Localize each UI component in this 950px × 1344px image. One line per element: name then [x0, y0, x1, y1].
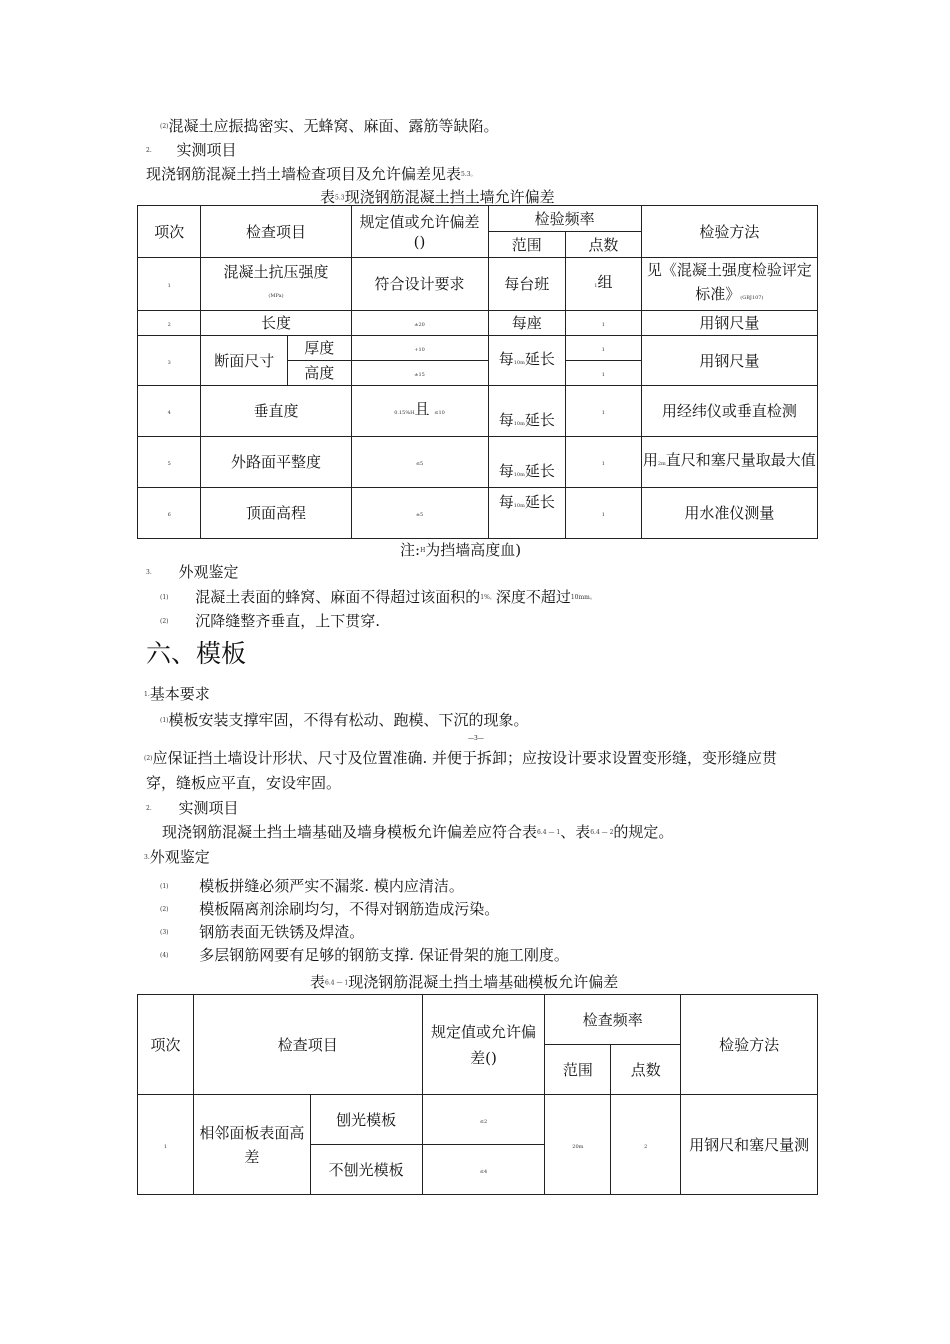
points-unit: 组 — [597, 273, 613, 291]
table-row — [138, 258, 818, 311]
appearance-item-4 — [160, 945, 569, 966]
method-mark: 2m — [657, 461, 666, 467]
cell-value: ±20 — [414, 322, 425, 328]
item-text: 模板隔离剂涂刷均匀，不得对钢筋造成污染。 — [199, 900, 500, 918]
cell-item: 断面尺寸 — [201, 336, 288, 386]
paragraph-post: 的规定。 — [613, 823, 674, 841]
heading-text: 实测项目 — [178, 799, 239, 817]
range-mark: 10m — [513, 359, 525, 366]
cell-method: 用钢尺量 — [641, 311, 817, 336]
cell-value — [351, 386, 488, 437]
table1-caption — [320, 186, 555, 207]
range-pre: 每 — [498, 349, 514, 368]
cell-item: 垂直度 — [201, 386, 351, 437]
row-idx: 5 — [167, 461, 171, 467]
cell-range: 20m — [572, 1143, 584, 1150]
paragraph-intro — [146, 164, 477, 185]
range-mark: 10m — [513, 503, 525, 509]
value-pre: 0.15%H — [394, 410, 415, 416]
caption-ref: 5.3 — [335, 194, 345, 202]
list-marker: (1) — [160, 883, 169, 890]
caption-prefix: 表 — [320, 188, 336, 206]
cell-points: 1 — [601, 347, 605, 353]
method-ref: (GBJ107) — [740, 295, 764, 301]
item-text: 相邻面板表面高差 — [199, 1123, 305, 1166]
cell-item: 顶面高程 — [201, 488, 351, 539]
list-marker: 2. — [146, 805, 152, 812]
header-value — [422, 995, 545, 1095]
item-value-end: 10mm。 — [570, 594, 596, 601]
appearance-item-2 — [160, 899, 499, 920]
range-post: 延长 — [524, 411, 555, 429]
table-row — [138, 1095, 818, 1145]
item-text: 钢筋表面无铁锈及焊渣。 — [199, 923, 365, 941]
cell-subitem: 刨光模板 — [310, 1095, 422, 1145]
range-pre: 每 — [498, 462, 514, 480]
header-value-text: 规定值或允许偏差() — [430, 1022, 536, 1067]
header-idx: 项次 — [138, 206, 201, 258]
appearance-item-1 — [160, 876, 464, 897]
caption-prefix: 表 — [310, 973, 326, 991]
header-points: 点数 — [611, 1045, 681, 1095]
value-text: 且 — [414, 400, 430, 418]
list-marker: 1. — [144, 691, 150, 698]
cell-method — [641, 437, 817, 488]
heading-text: 外观鉴定 — [178, 563, 239, 581]
cell-item — [201, 258, 351, 311]
heading-basic — [144, 684, 210, 705]
heading-appearance — [146, 562, 239, 583]
range-mark: 10m — [513, 421, 525, 427]
cell-subitem: 厚度 — [288, 336, 351, 361]
note-mark: H — [420, 547, 426, 554]
range-mark: 10m — [513, 472, 525, 478]
header-range: 范围 — [488, 232, 566, 258]
heading-text: 外观鉴定 — [149, 848, 210, 866]
item-text: 应保证挡土墙设计形状、尺寸及位置准确. 并便于拆卸；应按设计要求设置变形缝，变形缝应贯 — [152, 749, 778, 767]
table1 — [137, 205, 818, 539]
item-text-post: 深度不超过 — [495, 588, 571, 606]
appearance-item-2 — [160, 611, 380, 632]
list-marker: (1) — [160, 717, 169, 724]
cell-points: 1 — [601, 461, 605, 467]
header-range: 范围 — [545, 1045, 611, 1095]
list-marker: (2) — [160, 618, 169, 625]
appearance-item-3 — [160, 922, 364, 943]
table-row — [138, 336, 818, 361]
item-text: 模板拼缝必须严实不漏浆. 模内应清洁。 — [199, 877, 464, 895]
header-value-text: 规定值或允许偏差 — [359, 212, 480, 231]
header-freq: 检查频率 — [545, 995, 681, 1045]
measured-paragraph — [162, 822, 673, 843]
row-idx: 1 — [167, 283, 171, 289]
cell-value: ≤4 — [479, 1168, 488, 1175]
item-text: 沉降缝整齐垂直，上下贯穿. — [195, 612, 381, 630]
cell-item: 长度 — [201, 311, 351, 336]
caption-text: 现浇钢筋混凝土挡土墙允许偏差 — [344, 188, 555, 206]
note-text: 为挡墙高度血) — [425, 541, 522, 559]
header-method: 检验方法 — [681, 995, 818, 1095]
cell-item — [193, 1095, 310, 1195]
appearance-item-1 — [160, 587, 596, 608]
cell-value: ±5 — [415, 512, 424, 518]
table2-caption — [310, 971, 618, 992]
table-row — [138, 488, 818, 539]
item-text: 多层钢筋网要有足够的钢筋支撑. 保证骨架的施工刚度。 — [199, 946, 569, 964]
list-marker: 3. — [144, 854, 150, 861]
cell-points: 2 — [644, 1143, 648, 1150]
range-post: 延长 — [524, 349, 555, 368]
header-freq: 检验频率 — [488, 206, 641, 232]
header-method: 检验方法 — [641, 206, 817, 258]
method-text: 见《混凝土强度检验评定标准》 — [646, 261, 812, 303]
table-row — [138, 386, 818, 437]
cell-range: 每座 — [488, 311, 566, 336]
cell-value: ±15 — [414, 372, 425, 378]
paragraph-concrete — [160, 116, 499, 137]
range-pre: 每 — [498, 493, 514, 511]
table2 — [137, 994, 818, 1195]
heading-appearance — [144, 847, 210, 868]
method-text: 直尺和塞尺量取最大值 — [665, 451, 816, 469]
paragraph-text: 现浇钢筋混凝土挡土墙基础及墙身模板允许偏差应符合表 — [162, 823, 538, 841]
table-ref: 6.4 — 2 — [590, 829, 614, 836]
list-marker: 3. — [146, 569, 152, 576]
heading-text: 基本要求 — [149, 685, 210, 703]
heading-measured — [146, 798, 239, 819]
page-mark: —3— — [468, 735, 484, 742]
item-text: 混凝土抗压强度 — [223, 263, 329, 281]
cell-range — [488, 386, 566, 437]
basic-item-1 — [160, 710, 529, 731]
list-marker: (1) — [160, 594, 169, 601]
heading-measured-items — [146, 140, 237, 161]
cell-method: 用钢尺和塞尺量测 — [681, 1095, 818, 1195]
cell-range — [488, 336, 566, 386]
cell-method: 用钢尺量 — [641, 336, 817, 386]
range-post: 延长 — [524, 462, 555, 480]
value-post: ≤10 — [434, 410, 445, 416]
cell-points: 1 — [601, 512, 605, 518]
header-item: 检查项目 — [193, 995, 422, 1095]
cell-value: +10 — [414, 347, 425, 353]
table-row — [138, 437, 818, 488]
basic-item-2 — [144, 748, 777, 769]
basic-item-2-cont: 穿，缝板应平直，安设牢固。 — [146, 774, 342, 792]
caption-ref: 6.4 — 1 — [325, 979, 349, 987]
table-reference: 5.3。 — [461, 171, 477, 178]
cell-points: 1 — [601, 410, 605, 416]
cell-subitem: 高度 — [288, 361, 351, 386]
paragraph-mid: 、表 — [560, 823, 591, 841]
table1-note — [400, 540, 521, 561]
cell-subitem: 不刨光模板 — [310, 1145, 422, 1195]
header-idx: 项次 — [138, 995, 194, 1095]
row-idx: 2 — [167, 322, 171, 328]
cell-method: 用水准仪测量 — [641, 488, 817, 539]
cell-value: ≤2 — [479, 1118, 488, 1125]
cell-method — [641, 258, 817, 311]
list-marker: (2) — [160, 906, 169, 913]
cell-item: 外路面平整度 — [201, 437, 351, 488]
note-prefix: 注: — [400, 541, 421, 559]
paragraph-text: 现浇钢筋混凝土挡土墙检查项目及允许偏差见表 — [146, 165, 462, 183]
section-heading: 六、模板 — [146, 639, 247, 668]
cell-points: 1 — [601, 372, 605, 378]
row-idx: 3 — [167, 359, 171, 366]
list-marker: (2) — [160, 123, 169, 130]
table-ref: 6.4 — 1 — [537, 829, 561, 836]
header-value-unit: () — [413, 232, 426, 251]
cell-value: ≤5 — [415, 461, 424, 467]
cell-range — [488, 437, 566, 488]
header-points: 点数 — [566, 232, 642, 258]
caption-text: 现浇钢筋混凝土挡土墙基础模板允许偏差 — [348, 973, 619, 991]
item-value: 1%， — [480, 594, 496, 601]
cell-method: 用经纬仪或垂直检测 — [641, 386, 817, 437]
cell-value: 符合设计要求 — [351, 258, 488, 311]
paragraph-text: 混凝土应振捣密实、无蜂窝、麻面、露筋等缺陷。 — [168, 117, 499, 135]
row-idx: 6 — [167, 512, 171, 518]
points-num: 1 — [594, 283, 598, 289]
list-marker: 2. — [146, 147, 152, 154]
list-marker: (2) — [144, 755, 153, 762]
cell-range: 每台班 — [488, 258, 566, 311]
table-row — [138, 311, 818, 336]
range-pre: 每 — [498, 411, 514, 429]
cell-points: 1 — [601, 322, 605, 328]
heading-text: 实测项目 — [176, 141, 237, 159]
range-post: 延长 — [524, 493, 555, 511]
item-text: 模板安装支撑牢固，不得有松动、跑模、下沉的现象。 — [168, 711, 529, 729]
header-value — [351, 206, 488, 258]
row-idx: 1 — [163, 1143, 168, 1150]
item-text: 混凝土表面的蜂窝、麻面不得超过该面积的 — [195, 588, 481, 606]
cell-points — [566, 258, 642, 311]
cell-range — [488, 488, 566, 539]
list-marker: (3) — [160, 929, 169, 936]
header-item: 检查项目 — [201, 206, 351, 258]
item-unit: (MPa) — [268, 293, 284, 299]
method-pre: 用 — [642, 451, 658, 469]
list-marker: (4) — [160, 952, 169, 959]
row-idx: 4 — [167, 410, 171, 416]
